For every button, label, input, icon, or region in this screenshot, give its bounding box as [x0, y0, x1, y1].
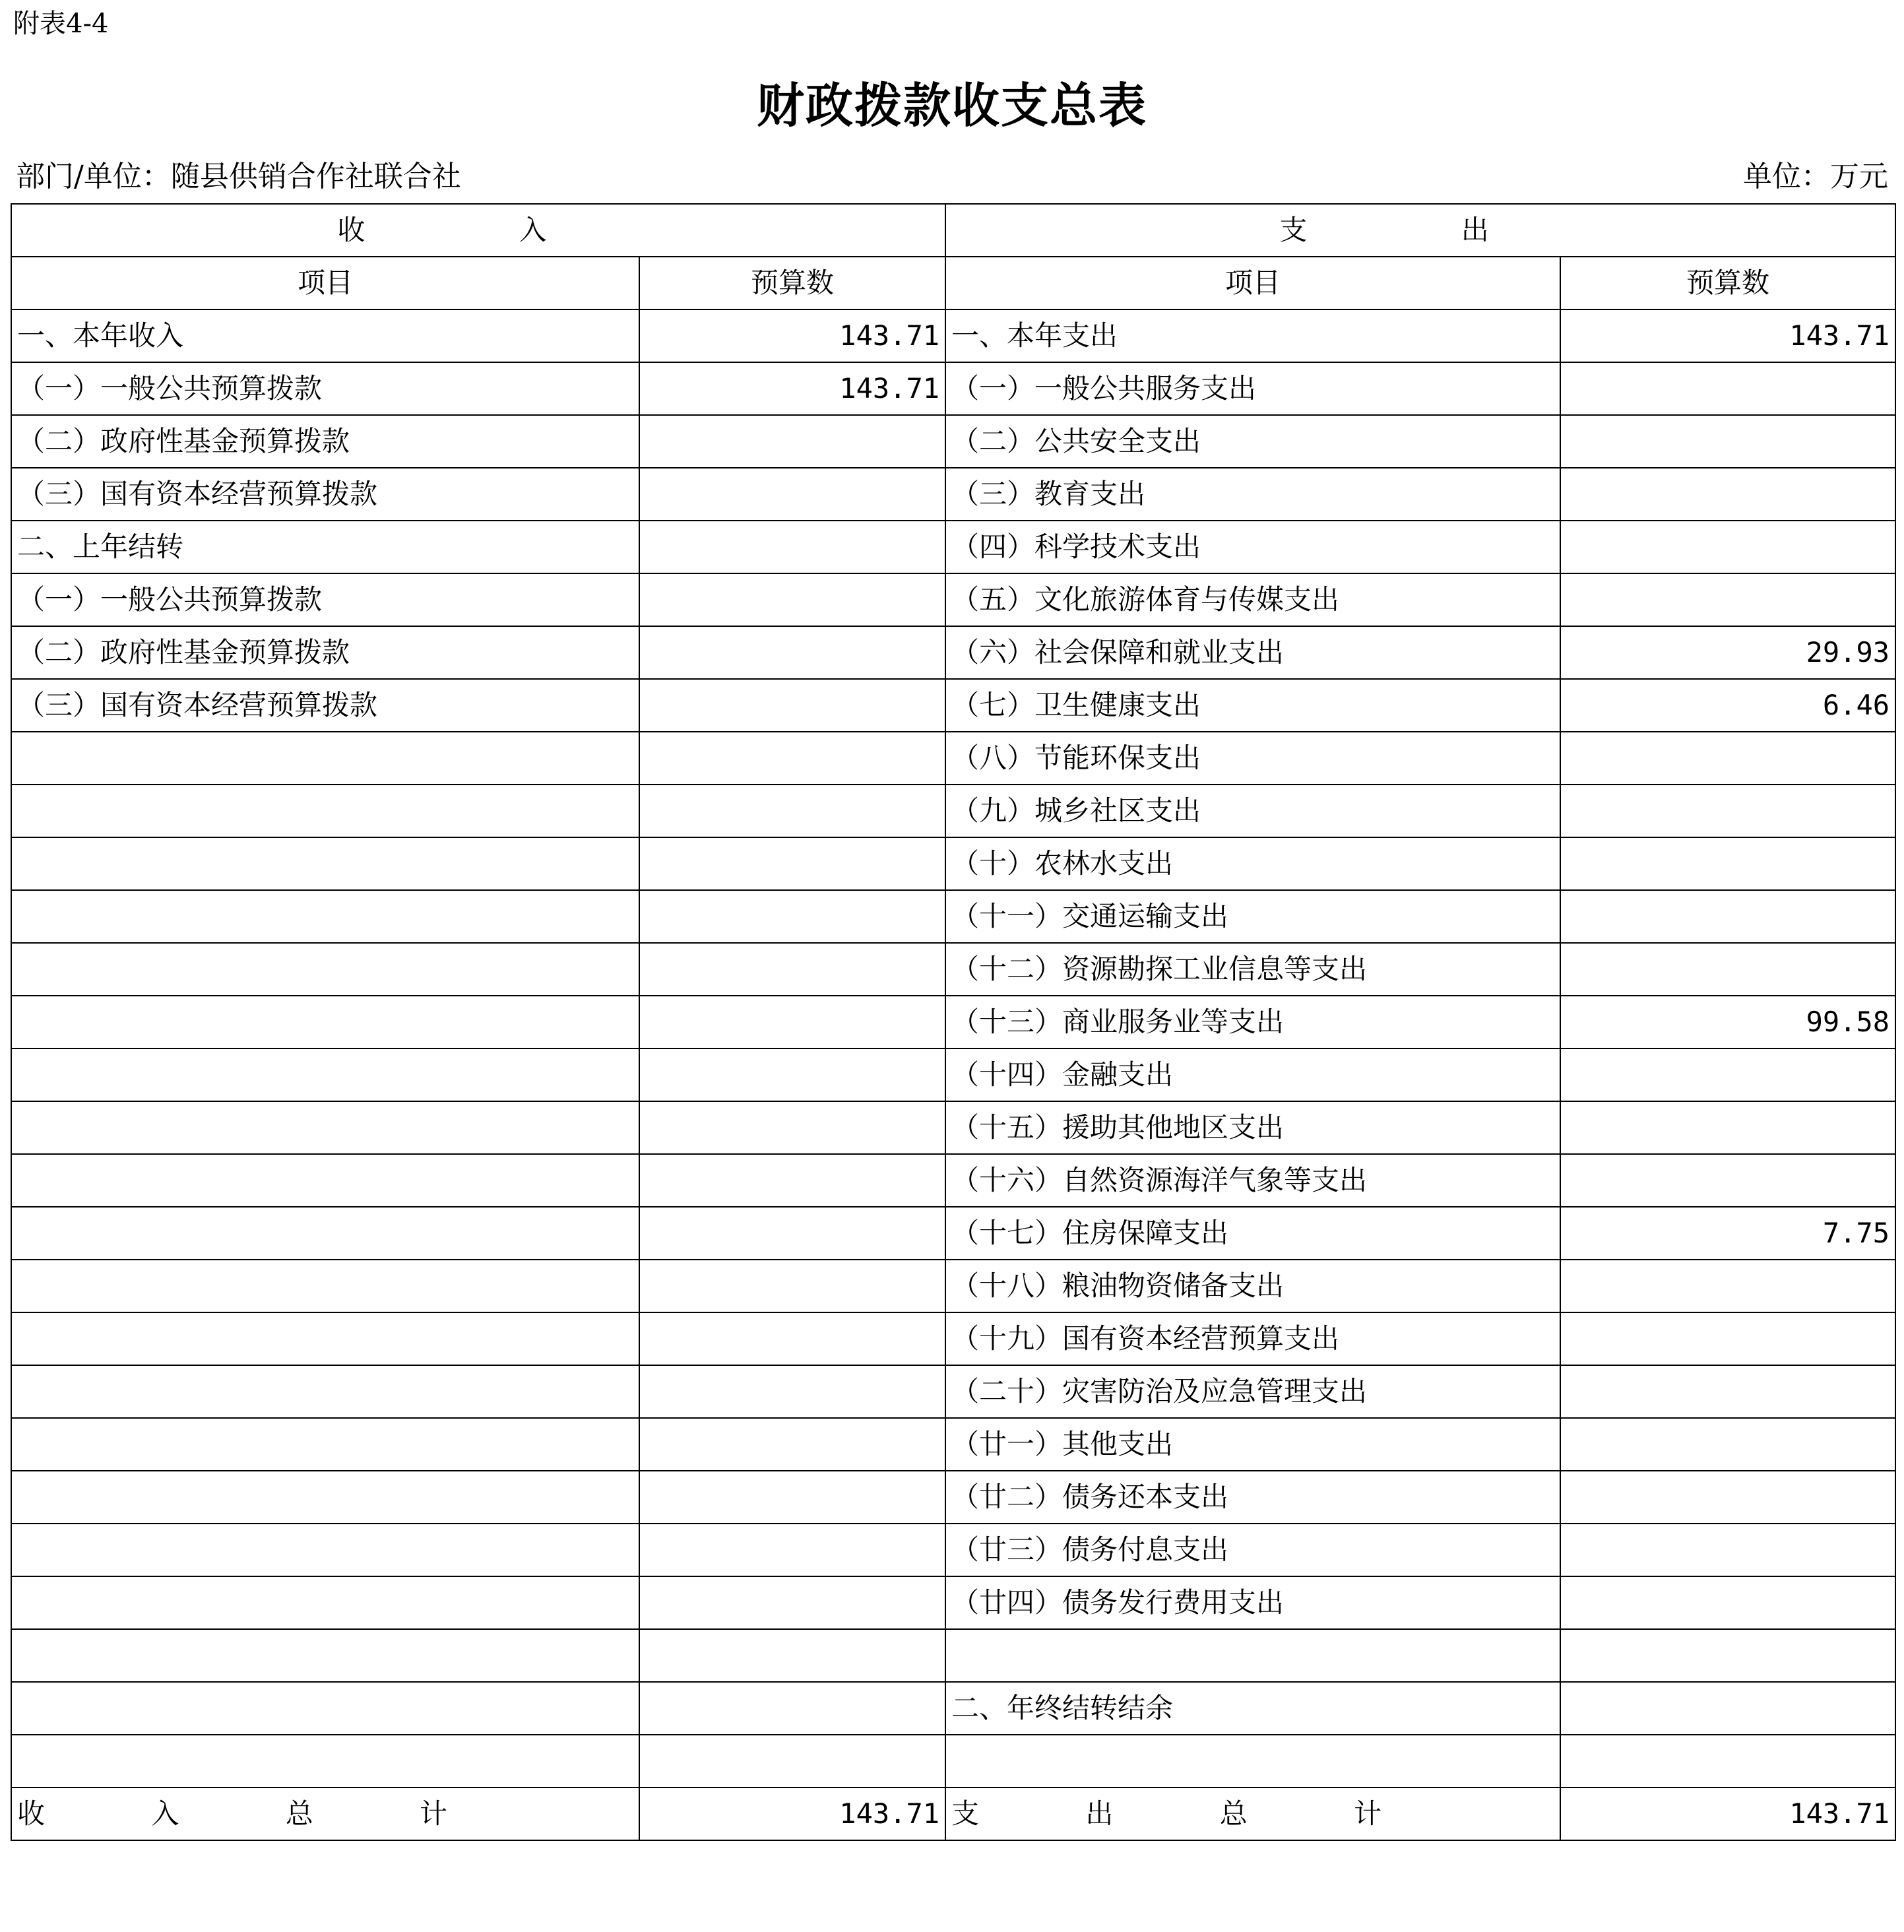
expense-value-cell [1560, 732, 1895, 785]
table-row [11, 1471, 1895, 1524]
table-body [11, 309, 1895, 1787]
table-row [11, 309, 1895, 362]
income-item-cell [11, 1418, 639, 1471]
income-value-cell [639, 415, 945, 468]
expense-item-cell: （三）教育支出 [945, 468, 1560, 521]
income-total-value: 143.71 [639, 1787, 945, 1840]
expense-value-cell [1560, 1735, 1895, 1787]
expense-item-cell: （十八）粮油物资储备支出 [945, 1260, 1560, 1312]
expense-value-cell [1560, 1154, 1895, 1207]
income-value-cell [639, 1576, 945, 1629]
income-item-cell [11, 1260, 639, 1312]
expense-item-cell: （十三）商业服务业等支出 [945, 996, 1560, 1048]
income-value-cell [639, 732, 945, 785]
income-item-cell [11, 1101, 639, 1154]
income-value-cell [639, 1629, 945, 1682]
table-row [11, 1048, 1895, 1101]
table-row [11, 890, 1895, 943]
table-row [11, 1418, 1895, 1471]
expense-item-header: 项目 [945, 257, 1560, 309]
expense-value-cell [1560, 837, 1895, 890]
total-row [11, 1787, 1895, 1840]
expense-item-cell: （二）公共安全支出 [945, 415, 1560, 468]
department-label: 部门/单位：随县供销合作社联合社 [16, 160, 461, 193]
table-row [11, 732, 1895, 785]
appendix-label: 附表4-4 [13, 9, 109, 39]
expense-item-cell: （十七）住房保障支出 [945, 1207, 1560, 1260]
income-value-cell [639, 573, 945, 626]
table-row [11, 996, 1895, 1048]
expense-value-cell [1560, 521, 1895, 573]
expense-item-cell: 一、本年支出 [945, 309, 1560, 362]
income-item-cell [11, 1735, 639, 1787]
expense-item-cell: （一）一般公共服务支出 [945, 362, 1560, 415]
table-row [11, 1260, 1895, 1312]
table-row [11, 1312, 1895, 1365]
expense-value-cell [1560, 1471, 1895, 1524]
expense-section-header: 支 出 [945, 204, 1895, 257]
income-item-cell [11, 1471, 639, 1524]
expense-value-cell [1560, 1101, 1895, 1154]
expense-item-cell: （廿一）其他支出 [945, 1418, 1560, 1471]
income-value-cell [639, 1048, 945, 1101]
table-row [11, 468, 1895, 521]
table-row [11, 415, 1895, 468]
expense-value-cell [1560, 1629, 1895, 1682]
income-value-cell [639, 468, 945, 521]
expense-item-cell: （十一）交通运输支出 [945, 890, 1560, 943]
expense-value-cell [1560, 1365, 1895, 1418]
income-item-cell: （三）国有资本经营预算拨款 [11, 679, 639, 732]
expense-item-cell: （廿四）债务发行费用支出 [945, 1576, 1560, 1629]
income-item-cell [11, 943, 639, 996]
section-header-row [11, 204, 1895, 257]
expense-value-cell [1560, 1312, 1895, 1365]
income-value-cell: 143.71 [639, 309, 945, 362]
income-total-label: 收 入 总 计 [11, 1787, 639, 1840]
income-value-cell [639, 890, 945, 943]
expense-value-cell: 6.46 [1560, 679, 1895, 732]
expense-item-cell: （二十）灾害防治及应急管理支出 [945, 1365, 1560, 1418]
income-item-cell [11, 1048, 639, 1101]
expense-item-cell: （九）城乡社区支出 [945, 785, 1560, 837]
expense-total-label: 支 出 总 计 [945, 1787, 1560, 1840]
expense-value-cell [1560, 415, 1895, 468]
expense-item-cell: （十二）资源勘探工业信息等支出 [945, 943, 1560, 996]
income-value-cell [639, 626, 945, 679]
income-item-cell [11, 1207, 639, 1260]
expense-value-cell [1560, 943, 1895, 996]
income-item-cell: （一）一般公共预算拨款 [11, 362, 639, 415]
expense-item-cell: （五）文化旅游体育与传媒支出 [945, 573, 1560, 626]
table-row [11, 1154, 1895, 1207]
income-value-cell [639, 943, 945, 996]
expense-item-cell: （十五）援助其他地区支出 [945, 1101, 1560, 1154]
expense-value-cell [1560, 1524, 1895, 1576]
expense-item-cell: （六）社会保障和就业支出 [945, 626, 1560, 679]
income-item-cell [11, 1365, 639, 1418]
expense-value-cell [1560, 890, 1895, 943]
income-value-cell [639, 1101, 945, 1154]
income-item-cell: （二）政府性基金预算拨款 [11, 626, 639, 679]
expense-total-value: 143.71 [1560, 1787, 1895, 1840]
expense-value-cell: 7.75 [1560, 1207, 1895, 1260]
income-item-cell [11, 1576, 639, 1629]
income-item-cell [11, 1154, 639, 1207]
budget-table [11, 203, 1896, 1841]
table-row [11, 1101, 1895, 1154]
income-item-cell: 一、本年收入 [11, 309, 639, 362]
income-section-header: 收 入 [11, 204, 945, 257]
expense-item-cell: （十四）金融支出 [945, 1048, 1560, 1101]
income-value-cell [639, 1312, 945, 1365]
income-value-cell: 143.71 [639, 362, 945, 415]
expense-item-cell: （十九）国有资本经营预算支出 [945, 1312, 1560, 1365]
expense-item-cell: （八）节能环保支出 [945, 732, 1560, 785]
income-value-cell [639, 996, 945, 1048]
income-item-cell [11, 732, 639, 785]
expense-item-cell: （十六）自然资源海洋气象等支出 [945, 1154, 1560, 1207]
table-row [11, 1629, 1895, 1682]
income-item-cell: （二）政府性基金预算拨款 [11, 415, 639, 468]
income-item-cell [11, 1312, 639, 1365]
table-row [11, 521, 1895, 573]
expense-budget-header: 预算数 [1560, 257, 1895, 309]
table-row [11, 785, 1895, 837]
income-value-cell [639, 1207, 945, 1260]
income-budget-header: 预算数 [639, 257, 945, 309]
expense-item-cell: （廿三）债务付息支出 [945, 1524, 1560, 1576]
expense-value-cell [1560, 573, 1895, 626]
table-row [11, 573, 1895, 626]
income-value-cell [639, 1471, 945, 1524]
table-row [11, 1735, 1895, 1787]
income-value-cell [639, 521, 945, 573]
unit-label: 单位：万元 [1743, 160, 1888, 193]
income-item-cell: 二、上年结转 [11, 521, 639, 573]
income-item-cell [11, 1524, 639, 1576]
expense-item-cell: （廿二）债务还本支出 [945, 1471, 1560, 1524]
income-item-header: 项目 [11, 257, 639, 309]
expense-item-cell [945, 1735, 1560, 1787]
income-item-cell [11, 1629, 639, 1682]
income-value-cell [639, 1260, 945, 1312]
income-value-cell [639, 1735, 945, 1787]
expense-item-cell: （四）科学技术支出 [945, 521, 1560, 573]
table-row [11, 626, 1895, 679]
expense-value-cell [1560, 785, 1895, 837]
income-item-cell [11, 1682, 639, 1735]
table-row [11, 679, 1895, 732]
page-title: 财政拨款收支总表 [756, 77, 1147, 133]
table-row [11, 1576, 1895, 1629]
expense-item-cell: （七）卫生健康支出 [945, 679, 1560, 732]
income-value-cell [639, 1154, 945, 1207]
income-value-cell [639, 679, 945, 732]
expense-value-cell [1560, 1260, 1895, 1312]
income-value-cell [639, 1682, 945, 1735]
table-row [11, 362, 1895, 415]
expense-value-cell: 29.93 [1560, 626, 1895, 679]
expense-value-cell: 143.71 [1560, 309, 1895, 362]
income-item-cell [11, 837, 639, 890]
income-value-cell [639, 785, 945, 837]
income-value-cell [639, 1524, 945, 1576]
income-item-cell [11, 785, 639, 837]
table-row [11, 1682, 1895, 1735]
expense-value-cell [1560, 1682, 1895, 1735]
income-item-cell [11, 996, 639, 1048]
income-value-cell [639, 1418, 945, 1471]
table-row [11, 1365, 1895, 1418]
expense-value-cell [1560, 1418, 1895, 1471]
expense-item-cell: 二、年终结转结余 [945, 1682, 1560, 1735]
income-item-cell [11, 890, 639, 943]
expense-item-cell: （十）农林水支出 [945, 837, 1560, 890]
table-row [11, 837, 1895, 890]
column-header-row [11, 257, 1895, 309]
expense-value-cell: 99.58 [1560, 996, 1895, 1048]
expense-item-cell [945, 1629, 1560, 1682]
expense-value-cell [1560, 1048, 1895, 1101]
income-item-cell: （一）一般公共预算拨款 [11, 573, 639, 626]
income-value-cell [639, 837, 945, 890]
table-row [11, 943, 1895, 996]
income-value-cell [639, 1365, 945, 1418]
income-item-cell: （三）国有资本经营预算拨款 [11, 468, 639, 521]
expense-value-cell [1560, 468, 1895, 521]
expense-value-cell [1560, 1576, 1895, 1629]
table-row [11, 1524, 1895, 1576]
expense-value-cell [1560, 362, 1895, 415]
table-row [11, 1207, 1895, 1260]
